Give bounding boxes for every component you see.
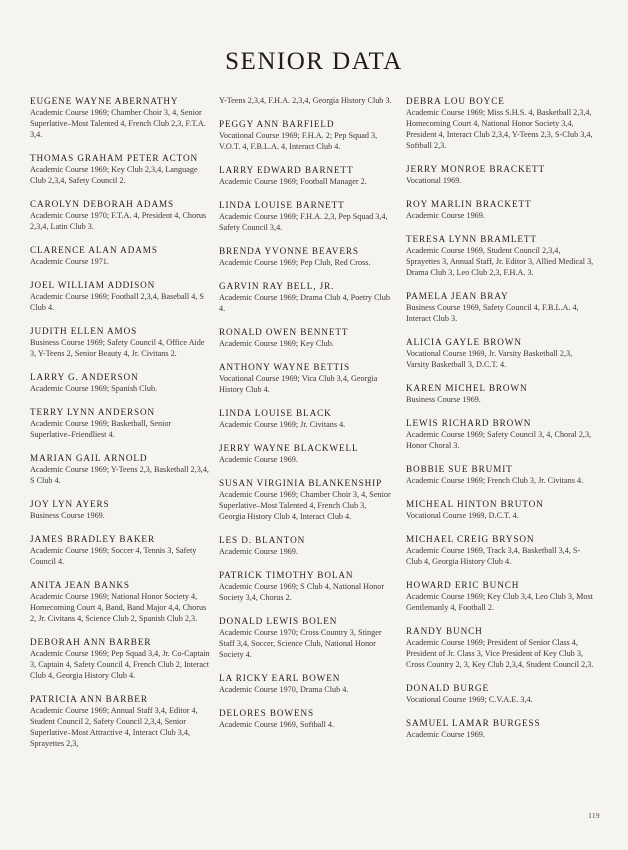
senior-details: Academic Course 1969.	[219, 547, 298, 556]
senior-name: ANTHONY WAYNE BETTIS	[219, 362, 350, 372]
senior-entry	[219, 672, 394, 695]
senior-name: DELORES BOWENS	[219, 708, 315, 718]
senior-entry	[219, 326, 394, 349]
senior-name: GARVIN RAY BELL, JR.	[219, 281, 335, 291]
senior-entry	[219, 615, 394, 660]
senior-name: LA RICKY EARL BOWEN	[219, 673, 341, 683]
senior-entry	[219, 118, 394, 152]
senior-entry	[406, 463, 596, 486]
senior-entry	[406, 625, 596, 670]
senior-name: LEWIS RICHARD BROWN	[406, 418, 532, 428]
senior-entry	[219, 164, 394, 187]
senior-details: Academic Course 1969; Key Club 2,3,4, Language Club 2,3,4, Safety Council 2.	[30, 165, 198, 185]
senior-name: DEBRA LOU BOYCE	[406, 96, 505, 106]
senior-entry	[30, 371, 210, 394]
senior-entry	[406, 233, 596, 278]
senior-entry	[30, 325, 210, 359]
page-title: SENIOR DATA	[225, 48, 403, 75]
senior-name: MARIAN GAIL ARNOLD	[30, 453, 148, 463]
senior-details: Vocational Course 1969; C.V.A.E. 3,4.	[406, 695, 533, 704]
senior-details: Business Course 1969, Safety Council 4, F.B.L.A. 4, Interact Club 3.	[406, 303, 579, 323]
senior-details: Academic Course 1969, Softball 4.	[219, 720, 335, 729]
senior-name: MICHAEL CREIG BRYSON	[406, 534, 535, 544]
senior-details: Vocational Course 1969; Vica Club 3,4, Georgia History Club 4.	[219, 374, 378, 394]
senior-name: JERRY WAYNE BLACKWELL	[219, 443, 359, 453]
senior-name: LES D. BLANTON	[219, 535, 306, 545]
senior-entry	[406, 682, 596, 705]
senior-name: JOY LYN AYERS	[30, 499, 110, 509]
senior-details: Academic Course 1969; Safety Council 3, 4, Choral 2,3, Honor Choral 3.	[406, 430, 592, 450]
senior-name: PATRICK TIMOTHY BOLAN	[219, 570, 354, 580]
senior-details: Business Course 1969.	[30, 511, 105, 520]
senior-details: Academic Course 1970, Drama Club 4.	[219, 685, 349, 694]
senior-details: Academic Course 1969; Football 2,3,4, Baseball 4, S Club 4.	[30, 292, 204, 312]
senior-name: SUSAN VIRGINIA BLANKENSHIP	[219, 478, 383, 488]
senior-name: MICHEAL HINTON BRUTON	[406, 499, 544, 509]
senior-entry	[406, 579, 596, 613]
senior-entry	[30, 452, 210, 486]
senior-data-columns	[30, 95, 614, 815]
senior-name: CLARENCE ALAN ADAMS	[30, 245, 158, 255]
senior-name: DONALD LEWIS BOLEN	[219, 616, 338, 626]
senior-entry	[30, 152, 210, 186]
senior-name: HOWARD ERIC BUNCH	[406, 580, 520, 590]
senior-name: LINDA LOUISE BLACK	[219, 408, 332, 418]
senior-details: Academic Course 1969; Basketball, Senior Superlative–Friendliest 4.	[30, 419, 172, 439]
senior-name: LINDA LOUISE BARNETT	[219, 200, 345, 210]
senior-details: Academic Course 1969.	[219, 455, 298, 464]
page-number: 119	[588, 812, 600, 820]
senior-details: Vocational Course 1969, D.C.T. 4.	[406, 511, 519, 520]
senior-details: Business Course 1969; Safety Council 4, Office Aide 3, Y-Teens 2, Senior Beauty 4, Jr. Civitans 2.	[30, 338, 205, 358]
senior-details: Academic Course 1969; Drama Club 4, Poetry Club 4.	[219, 293, 390, 313]
senior-entry	[219, 477, 394, 522]
senior-entry	[406, 498, 596, 521]
column-3	[406, 95, 596, 752]
senior-details: Academic Course 1970; Cross Country 3, Stinger Staff 3,4, Soccer, Science Club, National Honor Society 4.	[219, 628, 382, 659]
senior-details: Academic Course 1969; National Honor Society 4, Homecoming Court 4, Band, Band Major 4,4, Chorus 2, Jr. Civitans 4, Science Club 2, Spanish Club 2,3.	[30, 592, 207, 623]
senior-name: DONALD BURGE	[406, 683, 490, 693]
senior-details: Academic Course 1969; Chamber Choir 3, 4, Senior Superlative–Most Talented 4, French Club 3, Georgia History Club 4, Interact Club 4.	[219, 490, 391, 521]
senior-name: ANITA JEAN BANKS	[30, 580, 130, 590]
senior-name: ROY MARLIN BRACKETT	[406, 199, 532, 209]
senior-entry	[219, 707, 394, 730]
senior-name: JERRY MONROE BRACKETT	[406, 164, 546, 174]
senior-name: TERRY LYNN ANDERSON	[30, 407, 156, 417]
senior-entry	[219, 407, 394, 430]
senior-details: Academic Course 1969; President of Senior Class 4, President of Jr. Class 3, Vice President of Key Club 3, Cross Country 2, 3, Key Club 2,3,4, Student Council 2,3.	[406, 638, 594, 669]
senior-name: JAMES BRADLEY BAKER	[30, 534, 155, 544]
senior-entry	[30, 533, 210, 567]
senior-details: Academic Course 1969; S Club 4, National Honor Society 3,4, Chorus 2.	[219, 582, 385, 602]
senior-entry	[30, 279, 210, 313]
senior-name: KAREN MICHEL BROWN	[406, 383, 528, 393]
senior-entry	[406, 95, 596, 151]
senior-name: BRENDA YVONNE BEAVERS	[219, 246, 359, 256]
senior-name: DEBORAH ANN BARBER	[30, 637, 152, 647]
senior-details: Academic Course 1969; Football Manager 2.	[219, 177, 367, 186]
senior-details: Vocational Course 1969; F.H.A. 2; Pep Squad 3, V.O.T. 4, F.B.L.A. 4, Interact Club 4.	[219, 131, 378, 151]
senior-name: TERESA LYNN BRAMLETT	[406, 234, 537, 244]
senior-details: Academic Course 1969; Soccer 4, Tennis 3, Safety Council 4.	[30, 546, 197, 566]
senior-entry	[406, 717, 596, 740]
senior-entry	[30, 244, 210, 267]
senior-details: Academic Course 1969; Spanish Club.	[30, 384, 158, 393]
senior-details: Academic Course 1969.	[406, 211, 485, 220]
senior-name: BOBBIE SUE BRUMIT	[406, 464, 513, 474]
senior-details: Academic Course 1969; Key Club 3,4, Leo Club 3, Most Gentlemanly 4, Football 2.	[406, 592, 593, 612]
senior-details: Academic Course 1969; Annual Staff 3,4, Editor 4, Student Council 2, Safety Council 2,3,4, Senior Superlative–Most Attractive 4, Interact Club 3,4, Sprayettes 2,3,	[30, 706, 198, 748]
senior-details: Vocational 1969.	[406, 176, 462, 185]
senior-name: SAMUEL LAMAR BURGESS	[406, 718, 541, 728]
senior-entry	[30, 95, 210, 140]
senior-details: Academic Course 1969; Pep Squad 3,4, Jr. Co-Captain 3, Captain 4, Safety Council 4, French Club 2, Interact Club 4, Georgia History Club 4.	[30, 649, 210, 680]
column-1	[30, 95, 210, 761]
senior-entry	[30, 198, 210, 232]
senior-details: Academic Course 1969; Key Club.	[219, 339, 334, 348]
senior-entry	[219, 199, 394, 233]
senior-details: Academic Course 1971.	[30, 257, 109, 266]
senior-entry	[219, 361, 394, 395]
senior-details: Academic Course 1969; Miss S.H.S. 4, Basketball 2,3,4, Homecoming Court 4, National Honor Society 3,4, President 4, Interact Club 2,3,4, Y-Teens 2,3, S-Club 3,4, Softball 2,3.	[406, 108, 593, 150]
senior-name: RONALD OWEN BENNETT	[219, 327, 349, 337]
senior-name: JOEL WILLIAM ADDISON	[30, 280, 156, 290]
senior-details: Academic Course 1969; Chamber Choir 3, 4, Senior Superlative–Most Talented 4, French Club 2,3, F.T.A. 3,4.	[30, 108, 206, 139]
senior-name: PEGGY ANN BARFIELD	[219, 119, 335, 129]
senior-entry	[30, 498, 210, 521]
senior-entry	[219, 534, 394, 557]
column-2	[219, 95, 394, 742]
senior-details: Academic Course 1969; Jr. Civitans 4.	[219, 420, 346, 429]
senior-name: THOMAS GRAHAM PETER ACTON	[30, 153, 199, 163]
senior-entry	[406, 417, 596, 451]
continued-details: Y-Teens 2,3,4, F.H.A. 2,3,4, Georgia History Club 3.	[219, 96, 392, 105]
senior-name: EUGENE WAYNE ABERNATHY	[30, 96, 179, 106]
senior-details: Academic Course 1969, Student Council 2,3,4, Sprayettes 3, Annual Staff, Jr. Editor 3, Allied Medical 3, Drama Club 3, Leo Club 2,3, F.H.A. 3.	[406, 246, 594, 277]
senior-entry	[30, 406, 210, 440]
senior-entry	[219, 280, 394, 314]
senior-name: CAROLYN DEBORAH ADAMS	[30, 199, 175, 209]
senior-entry	[219, 442, 394, 465]
senior-name: RANDY BUNCH	[406, 626, 483, 636]
senior-name: JUDITH ELLEN AMOS	[30, 326, 138, 336]
senior-entry	[406, 198, 596, 221]
senior-details: Academic Course 1969.	[406, 730, 485, 739]
senior-entry	[30, 693, 210, 749]
senior-entry	[219, 245, 394, 268]
senior-entry	[30, 579, 210, 624]
senior-details: Academic Course 1969; Y-Teens 2,3, Basketball 2,3,4, S Club 4.	[30, 465, 209, 485]
senior-name: LARRY G. ANDERSON	[30, 372, 139, 382]
senior-name: PAMELA JEAN BRAY	[406, 291, 509, 301]
senior-details: Business Course 1969.	[406, 395, 481, 404]
senior-entry	[219, 569, 394, 603]
senior-entry	[406, 382, 596, 405]
senior-name: ALICIA GAYLE BROWN	[406, 337, 522, 347]
senior-details: Academic Course 1969, Track 3,4, Basketball 3,4, S-Club 4, Georgia History Club 4.	[406, 546, 581, 566]
senior-entry	[406, 163, 596, 186]
senior-details: Academic Course 1969; Pep Club, Red Cross.	[219, 258, 371, 267]
senior-details: Academic Course 1970; F.T.A. 4, President 4, Chorus 2,3,4, Latin Club 3.	[30, 211, 207, 231]
senior-name: PATRICIA ANN BARBER	[30, 694, 148, 704]
senior-details: Vocational Course 1969, Jr. Varsity Basketball 2,3, Varsity Basketball 3, D.C.T. 4.	[406, 349, 573, 369]
senior-name: LARRY EDWARD BARNETT	[219, 165, 354, 175]
senior-details: Academic Course 1969; F.H.A. 2,3, Pep Squad 3,4, Safety Council 3,4.	[219, 212, 388, 232]
senior-details: Academic Course 1969; French Club 3, Jr. Civitans 4.	[406, 476, 584, 485]
senior-entry	[406, 533, 596, 567]
senior-entry	[30, 636, 210, 681]
senior-entry	[406, 290, 596, 324]
senior-entry	[406, 336, 596, 370]
